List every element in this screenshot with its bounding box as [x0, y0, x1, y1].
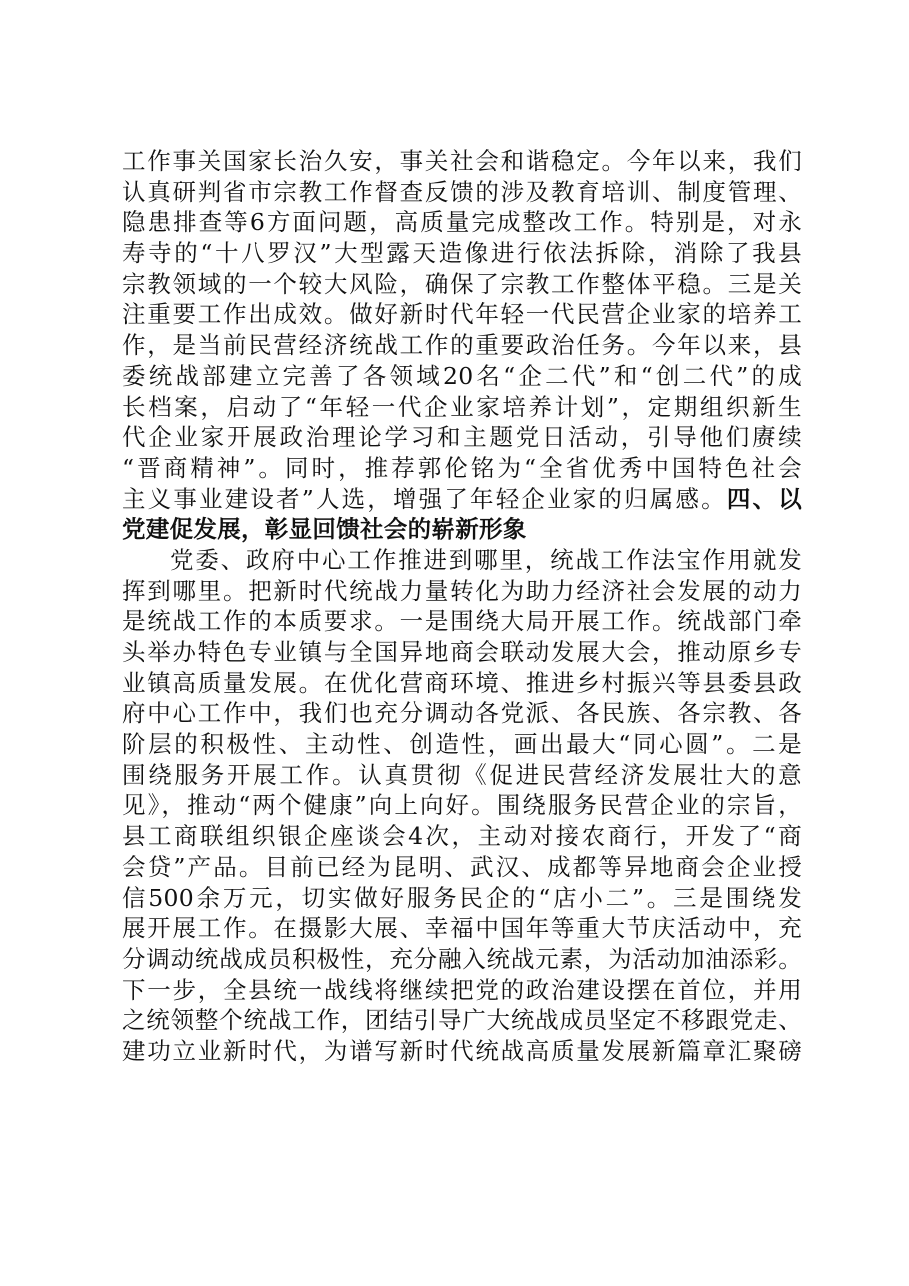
text-line-content: 围绕服务开展工作。认真贯彻《促进民营经济发展壮大的意 [122, 760, 802, 789]
text-line-content: 认真研判省市宗教工作督查反馈的涉及教育培训、制度管理、 [122, 177, 802, 206]
text-line-content: 代企业家开展政治理论学习和主题党日活动，引导他们赓续 [122, 423, 802, 452]
text-line [122, 821, 802, 852]
text-line-content: 宗教领域的一个较大风险，确保了宗教工作整体平稳。三是关 [122, 269, 802, 298]
text-line-content: 主义事业建设者”人选，增强了年轻企业家的归属感。 [122, 484, 727, 513]
text-line [122, 453, 802, 484]
text-line-content: 府中心工作中，我们也充分调动各党派、各民族、各宗教、各 [122, 699, 802, 728]
text-line-content: 寿寺的“十八罗汉”大型露天造像进行依法拆除，消除了我县 [122, 239, 802, 268]
text-line-content: 隐患排查等6方面问题，高质量完成整改工作。特别是，对永 [122, 208, 802, 237]
text-line-content: 信500余万元，切实做好服务民企的“店小二”。三是围绕发 [122, 883, 802, 912]
text-line [122, 760, 802, 791]
text-line [122, 698, 802, 729]
text-line [122, 269, 802, 300]
text-line-content: 会贷”产品。目前已经为昆明、武汉、成都等异地商会企业授 [122, 852, 802, 881]
text-line-content: 是统战工作的本质要求。一是围绕大局开展工作。统战部门牵 [122, 607, 802, 636]
text-line [122, 392, 802, 423]
text-line-content: 展开展工作。在摄影大展、幸福中国年等重大节庆活动中，充 [122, 914, 802, 943]
text-line-content: 头举办特色专业镇与全国异地商会联动发展大会，推动原乡专 [122, 638, 802, 666]
section-heading-text: 党建促发展，彰显回馈社会的崭新形象 [122, 515, 527, 544]
text-line [122, 484, 802, 515]
text-line [122, 944, 802, 975]
text-line [122, 668, 802, 699]
text-line-content: 长档案，启动了“年轻一代企业家培养计划”，定期组织新生 [122, 392, 802, 421]
text-line [122, 1005, 802, 1036]
text-line [122, 913, 802, 944]
text-line [122, 238, 802, 269]
text-line-content: 业镇高质量发展。在优化营商环境、推进乡村振兴等县委县政 [122, 668, 802, 697]
text-line-content: 作，是当前民营经济统战工作的重要政治任务。今年以来，县 [122, 331, 802, 360]
text-line-content: “晋商精神”。同时，推荐郭伦铭为“全省优秀中国特色社会 [122, 453, 802, 482]
text-line [122, 422, 802, 453]
text-line [122, 177, 802, 208]
text-line [122, 883, 802, 914]
text-line [122, 545, 802, 576]
text-line-content: 县工商联组织银企座谈会4次，主动对接农商行，开发了“商 [122, 822, 802, 851]
text-line-content: 委统战部建立完善了各领域20名“企二代”和“创二代”的成 [122, 361, 802, 390]
text-line [122, 790, 802, 821]
text-line-content: 下一步，全县统一战线将继续把党的政治建设摆在首位，并用 [122, 975, 802, 1004]
text-line-content: 注重要工作出成效。做好新时代年轻一代民营企业家的培养工 [122, 300, 802, 329]
text-line-content: 之统领整个统战工作，团结引导广大统战成员坚定不移跟党走、 [122, 1006, 802, 1035]
text-line [122, 1036, 802, 1067]
body-text [122, 146, 802, 1067]
section-heading-text: 四、以 [726, 484, 803, 513]
text-line [122, 576, 802, 607]
text-line [122, 852, 802, 883]
text-line [122, 146, 802, 177]
text-line-content: 挥到哪里。把新时代统战力量转化为助力经济社会发展的动力 [122, 576, 802, 605]
text-line [122, 729, 802, 760]
text-line [122, 361, 802, 392]
text-line [122, 207, 802, 238]
text-line-content: 工作事关国家长治久安，事关社会和谐稳定。今年以来，我们 [122, 147, 802, 175]
text-line-content: 党委、政府中心工作推进到哪里，统战工作法宝作用就发 [170, 545, 802, 574]
text-line-content: 建功立业新时代，为谱写新时代统战高质量发展新篇章汇聚磅 [122, 1036, 802, 1065]
text-line-content: 阶层的积极性、主动性、创造性，画出最大“同心圆”。二是 [122, 730, 802, 759]
text-line [122, 606, 802, 637]
text-line [122, 514, 802, 545]
text-line-content: 见》，推动“两个健康”向上向好。围绕服务民营企业的宗旨， [122, 791, 802, 820]
text-line-content: 分调动统战成员积极性，充分融入统战元素，为活动加油添彩。 [122, 944, 802, 973]
text-line [122, 637, 802, 668]
text-line [122, 975, 802, 1006]
text-line [122, 330, 802, 361]
text-line [122, 299, 802, 330]
